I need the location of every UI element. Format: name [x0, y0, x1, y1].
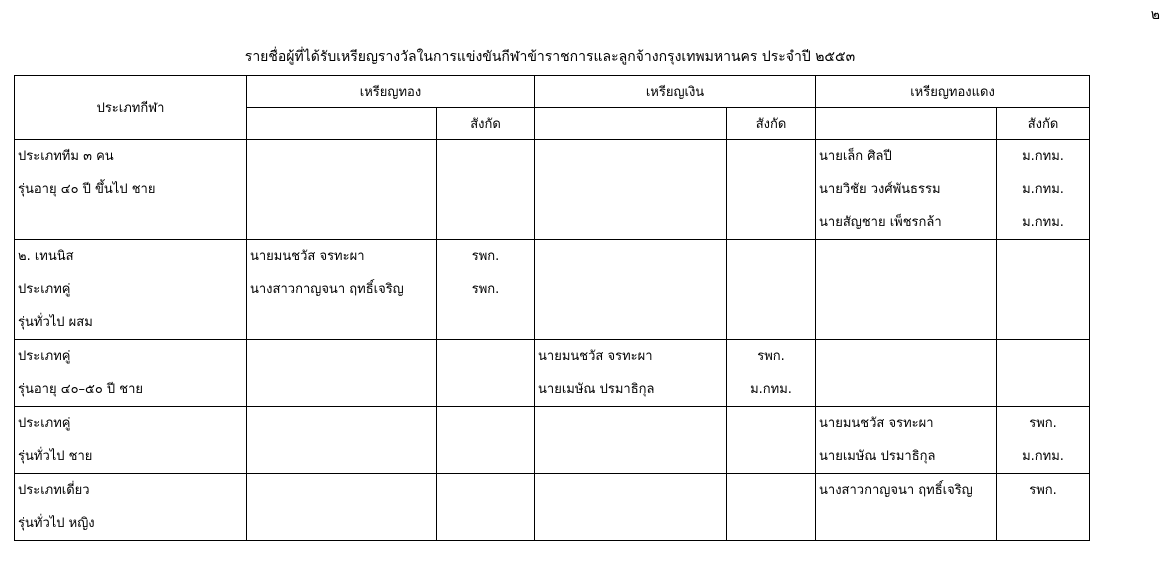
cell-line [18, 206, 243, 239]
cell-line: นายเมษัณ ปรมาธิกุล [538, 382, 655, 397]
cell-line [440, 140, 531, 173]
cell-line [819, 273, 993, 306]
cell-line: ม.กทม. [1022, 149, 1064, 164]
cell-line [730, 173, 812, 206]
cell-line: ม.กทม. [1022, 449, 1064, 464]
cell-line [538, 140, 723, 173]
bronze-name-cell [816, 407, 997, 474]
silver-affiliation-cell [727, 140, 816, 240]
cell-line: นายมนชวัส จรทะผา [250, 249, 365, 264]
cell-line [730, 306, 812, 339]
gold-name-cell [247, 407, 437, 474]
cell-line: นางสาวกาญจนา ฤทธิ์เจริญ [250, 282, 404, 297]
header-gold: เหรียญทอง [247, 76, 535, 108]
cell-line: ม.กทม. [1022, 215, 1064, 230]
cell-line [250, 474, 433, 507]
silver-name-cell [535, 407, 727, 474]
gold-affiliation-cell [437, 474, 535, 541]
silver-affiliation-cell [727, 240, 816, 340]
cell-line: รพก. [471, 282, 500, 297]
header-bronze-name [816, 108, 997, 140]
header-silver-name [535, 108, 727, 140]
cell-line [440, 474, 531, 507]
cell-line [440, 373, 531, 406]
cell-line [1000, 507, 1086, 540]
cell-line [1000, 306, 1086, 339]
cell-line: ประเภทคู่ [18, 349, 71, 364]
cell-line [538, 173, 723, 206]
gold-name-cell [247, 340, 437, 407]
category-cell [15, 340, 247, 407]
cell-line [250, 373, 433, 406]
cell-line: นายเมษัณ ปรมาธิกุล [819, 449, 936, 464]
cell-line [730, 507, 812, 540]
gold-affiliation-cell [437, 407, 535, 474]
category-cell [15, 474, 247, 541]
medal-table [14, 75, 1090, 541]
cell-line: รุ่นทั่วไป ผสม [18, 315, 93, 330]
cell-line: รพก. [1029, 416, 1057, 431]
cell-line [250, 340, 433, 373]
cell-line [250, 407, 433, 440]
cell-line: รุ่นอายุ ๔๐–๕๐ ปี ชาย [18, 382, 144, 397]
cell-line [250, 306, 433, 339]
cell-line [538, 507, 723, 540]
cell-line: ประเภทคู่ [18, 282, 71, 297]
cell-line [538, 440, 723, 473]
header-gold-affiliation: สังกัด [437, 108, 535, 140]
cell-line [730, 273, 812, 306]
cell-line: ม.กทม. [1022, 182, 1064, 197]
silver-affiliation-cell [727, 407, 816, 474]
cell-line [730, 474, 812, 507]
header-bronze-affiliation: สังกัด [997, 108, 1090, 140]
table-row [15, 140, 1090, 240]
cell-line: รพก. [1029, 483, 1057, 498]
gold-name-cell [247, 474, 437, 541]
cell-line [440, 173, 531, 206]
bronze-name-cell [816, 474, 997, 541]
document-title: รายชื่อผู้ที่ได้รับเหรียญรางวัลในการแข่งขันกีฬาข้าราชการและลูกจ้างกรุงเทพมหานคร ประจำปี ๒๕๕๓ [244, 49, 856, 65]
header-silver: เหรียญเงิน [535, 76, 816, 108]
bronze-affiliation-cell [997, 474, 1090, 541]
silver-name-cell [535, 140, 727, 240]
cell-line [538, 407, 723, 440]
table-row [15, 240, 1090, 340]
silver-name-cell [535, 474, 727, 541]
cell-line [538, 206, 723, 239]
cell-line [538, 474, 723, 507]
cell-line: รพก. [757, 349, 785, 364]
cell-line [730, 407, 812, 440]
header-gold-name [247, 108, 437, 140]
gold-affiliation-cell [437, 340, 535, 407]
cell-line [730, 140, 812, 173]
cell-line: ประเภทคู่ [18, 416, 71, 431]
cell-line: นายสัญชาย เพ็ชรกล้า [819, 215, 942, 230]
cell-line [819, 507, 993, 540]
cell-line [250, 140, 433, 173]
cell-line: รุ่นทั่วไป ชาย [18, 449, 93, 464]
silver-affiliation-cell [727, 340, 816, 407]
silver-name-cell [535, 240, 727, 340]
table-row [15, 340, 1090, 407]
cell-line [730, 206, 812, 239]
cell-line [819, 373, 993, 406]
cell-line [1000, 340, 1086, 373]
gold-affiliation-cell [437, 240, 535, 340]
cell-line [440, 340, 531, 373]
table-row [15, 474, 1090, 541]
gold-name-cell [247, 140, 437, 240]
cell-line [440, 206, 531, 239]
cell-line [250, 440, 433, 473]
cell-line [250, 507, 433, 540]
bronze-name-cell [816, 340, 997, 407]
cell-line: รุ่นอายุ ๔๐ ปี ขึ้นไป ชาย [18, 182, 156, 197]
cell-line [538, 306, 723, 339]
cell-line: รุ่นทั่วไป หญิง [18, 516, 95, 531]
cell-line: นางสาวกาญจนา ฤทธิ์เจริญ [819, 483, 973, 498]
table-row [15, 407, 1090, 474]
header-silver-affiliation: สังกัด [727, 108, 816, 140]
cell-line: ประเภทเดี่ยว [18, 483, 90, 498]
cell-line [440, 507, 531, 540]
cell-line [250, 173, 433, 206]
cell-line: นายมนชวัส จรทะผา [819, 416, 934, 431]
cell-line [730, 440, 812, 473]
cell-line [1000, 240, 1086, 273]
cell-line [819, 240, 993, 273]
gold-affiliation-cell [437, 140, 535, 240]
gold-name-cell [247, 240, 437, 340]
cell-line [440, 407, 531, 440]
header-sport-type: ประเภทกีฬา [15, 76, 247, 140]
cell-line [1000, 373, 1086, 406]
cell-line [819, 306, 993, 339]
bronze-name-cell [816, 240, 997, 340]
cell-line [250, 206, 433, 239]
bronze-affiliation-cell [997, 407, 1090, 474]
cell-line [538, 273, 723, 306]
cell-line: ๒. เทนนิส [18, 249, 74, 264]
cell-line [440, 306, 531, 339]
cell-line: นายเล็ก ศิลปี [819, 149, 892, 164]
cell-line [538, 240, 723, 273]
cell-line [819, 340, 993, 373]
cell-line: ประเภททีม ๓ คน [18, 149, 114, 164]
cell-line: นายมนชวัส จรทะผา [538, 349, 653, 364]
bronze-affiliation-cell [997, 340, 1090, 407]
cell-line [730, 240, 812, 273]
bronze-affiliation-cell [997, 240, 1090, 340]
category-cell [15, 240, 247, 340]
bronze-name-cell [816, 140, 997, 240]
page-number: ๒ [1150, 7, 1160, 23]
medal-table-body [15, 140, 1090, 541]
category-cell [15, 407, 247, 474]
cell-line: ม.กทม. [750, 382, 792, 397]
header-bronze: เหรียญทองแดง [816, 76, 1090, 108]
cell-line [440, 440, 531, 473]
bronze-affiliation-cell [997, 140, 1090, 240]
cell-line: รพก. [471, 249, 500, 264]
cell-line [1000, 273, 1086, 306]
silver-name-cell [535, 340, 727, 407]
silver-affiliation-cell [727, 474, 816, 541]
cell-line: นายวิชัย วงศ์พันธรรม [819, 182, 941, 197]
category-cell [15, 140, 247, 240]
